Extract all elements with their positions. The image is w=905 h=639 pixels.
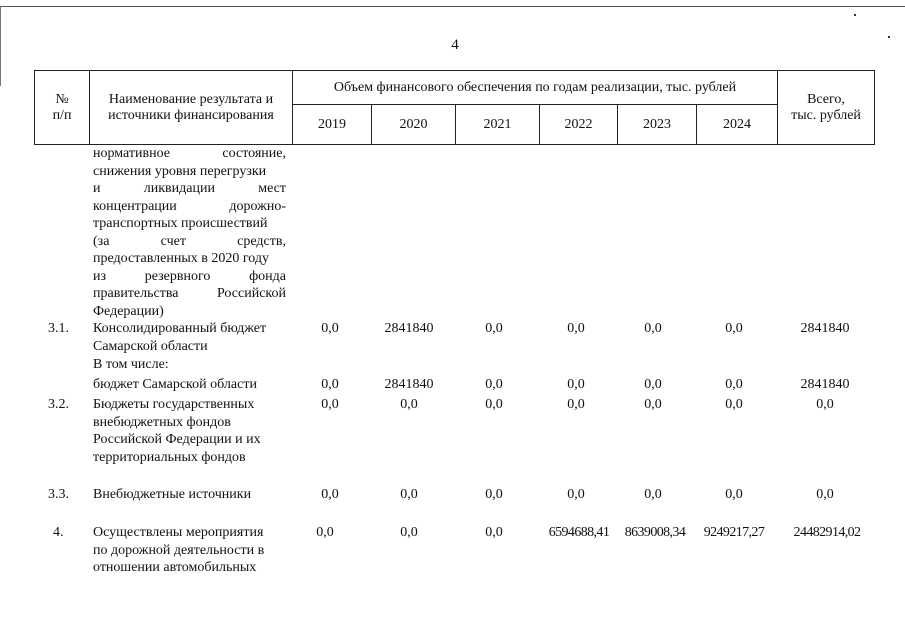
value-2020: 0,0 (400, 525, 418, 540)
header-year-2021: 2021 (456, 105, 540, 145)
value-2020: 0,0 (400, 487, 418, 502)
value-2023: 0,0 (644, 487, 662, 502)
header-num-cell: № п/п (35, 71, 90, 145)
header-year-2019: 2019 (293, 105, 372, 145)
row-desc: по дорожной деятельности в (93, 542, 265, 558)
table-header (34, 70, 875, 145)
value-total: 2841840 (800, 321, 850, 336)
header-year-2022: 2022 (540, 105, 618, 145)
page-top-border (0, 6, 905, 7)
value-2022: 0,0 (567, 321, 585, 336)
value-total: 0,0 (816, 487, 834, 502)
desc-line: транспортных происшествий (93, 216, 268, 231)
value-2019: 0,0 (321, 487, 339, 502)
scan-speck (888, 36, 890, 38)
page-left-border (0, 6, 1, 86)
value-2024: 0,0 (725, 321, 743, 336)
desc-line: предоставленных в 2020 году (93, 251, 269, 266)
value-2024: 0,0 (725, 377, 743, 392)
value-2021: 0,0 (485, 321, 503, 336)
value-2021: 0,0 (485, 397, 503, 412)
value-2023: 8639008,34 (624, 525, 686, 540)
value-total: 0,0 (816, 397, 834, 412)
value-2019: 0,0 (321, 377, 339, 392)
row-desc: Бюджеты государственных (93, 397, 255, 412)
row-desc: Внебюджетные источники (93, 487, 252, 502)
value-2021: 0,0 (485, 377, 503, 392)
row-number: 4. (53, 525, 64, 540)
desc-line: нормативное состояние, (93, 146, 286, 161)
value-2019: 0,0 (321, 397, 339, 412)
row-desc: территориальных фондов (93, 449, 246, 465)
value-2022: 0,0 (567, 377, 585, 392)
value-2023: 0,0 (644, 397, 662, 412)
desc-line: концентрации дорожно- (93, 198, 286, 214)
row-desc: внебюджетных фондов (93, 414, 231, 430)
header-year-2023: 2023 (618, 105, 697, 145)
value-2020: 2841840 (384, 321, 434, 336)
value-2022: 0,0 (567, 397, 585, 412)
scan-speck (854, 14, 856, 16)
desc-line: снижения уровня перегрузки (93, 163, 267, 179)
value-2022: 0,0 (567, 487, 585, 502)
desc-line: из резервного фонда (93, 268, 286, 284)
row-desc: Осуществлены мероприятия (93, 525, 264, 540)
value-2021: 0,0 (485, 525, 503, 540)
value-2020: 0,0 (400, 397, 418, 412)
value-2024: 9249217,27 (703, 525, 765, 540)
value-2024: 0,0 (725, 487, 743, 502)
value-2022: 6594688,41 (548, 525, 610, 540)
value-2023: 0,0 (644, 377, 662, 392)
value-total: 24482914,02 (793, 525, 861, 540)
value-2023: 0,0 (644, 321, 662, 336)
header-year-2020: 2020 (372, 105, 456, 145)
page-number: 4 (451, 37, 459, 53)
value-2019: 0,0 (321, 321, 339, 336)
row-desc: В том числе: (93, 357, 169, 372)
value-2019: 0,0 (316, 525, 334, 540)
row-number: 3.2. (48, 397, 69, 412)
value-2020: 2841840 (384, 377, 434, 392)
row-number: 3.3. (48, 487, 69, 502)
value-2024: 0,0 (725, 397, 743, 412)
header-total-cell: Всего, тыс. рублей (778, 71, 875, 145)
row-desc: бюджет Самарской области (93, 377, 257, 392)
row-number: 3.1. (48, 321, 69, 336)
header-name-cell: Наименование результата и источники финансирования (90, 71, 293, 145)
header-year-2024: 2024 (697, 105, 778, 145)
row-desc: Консолидированный бюджет (93, 321, 267, 336)
row-desc: Самарской области (93, 338, 208, 354)
desc-line: Федерации) (93, 303, 164, 319)
row-desc: отношении автомобильных (93, 560, 257, 575)
row-desc: Российской Федерации и их (93, 432, 261, 447)
value-total: 2841840 (800, 377, 850, 392)
desc-line: правительства Российской (93, 286, 286, 301)
value-2021: 0,0 (485, 487, 503, 502)
desc-line: (за счет средств, (93, 233, 286, 249)
desc-line: и ликвидации мест (93, 181, 286, 196)
header-volume-cell: Объем финансового обеспечения по годам реализации, тыс. рублей (293, 71, 778, 105)
